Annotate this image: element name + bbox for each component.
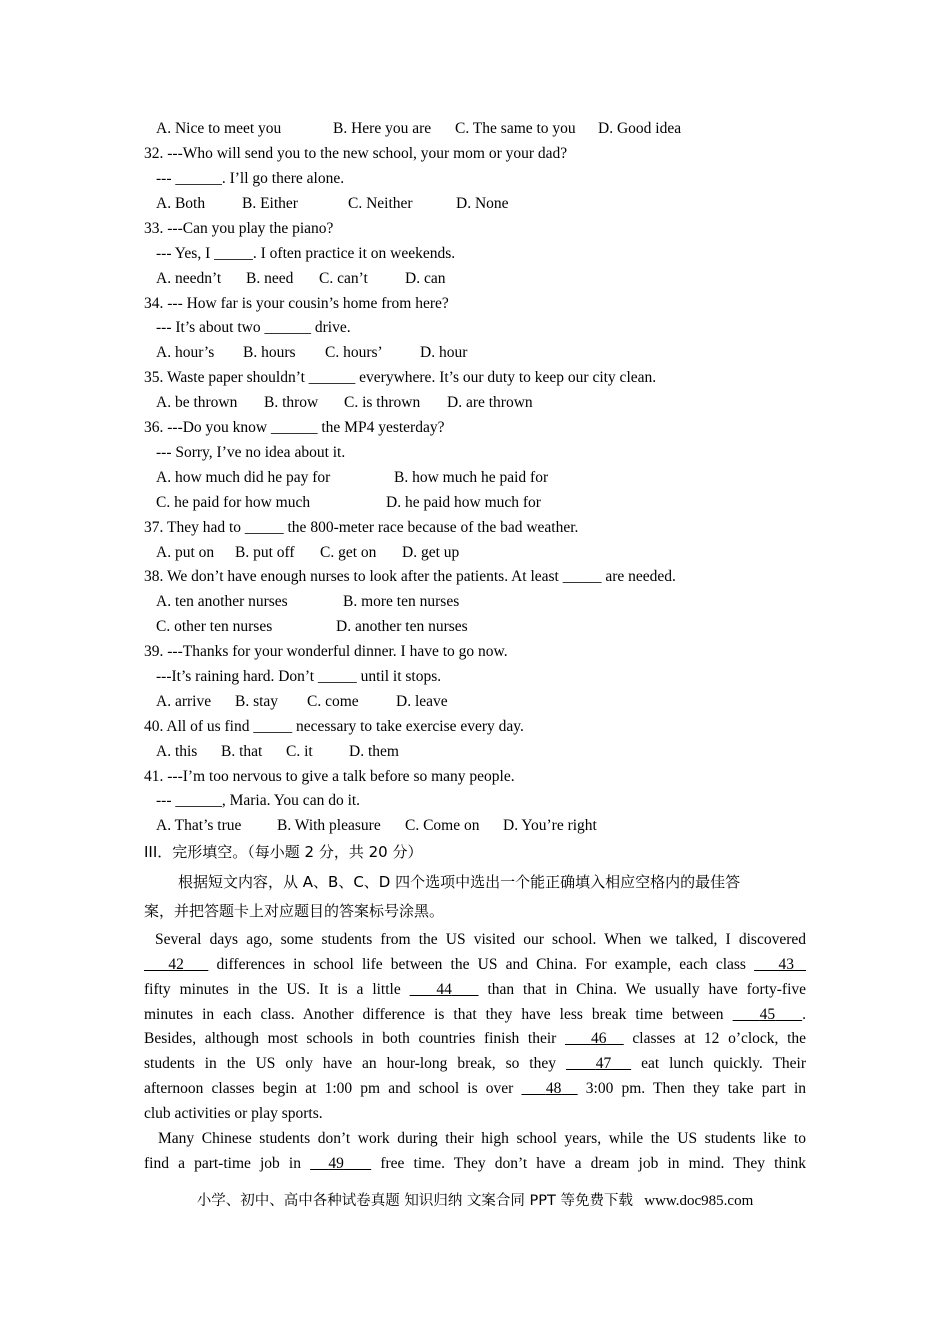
q36-stem: 36. ---Do you know ______ the MP4 yesterday?	[144, 419, 445, 436]
q33-option-a: A. needn’t	[156, 270, 222, 287]
q35-option-d: D. are thrown	[447, 394, 533, 411]
q35-option-c: C. is thrown	[344, 394, 421, 411]
q33-option-d: D. can	[405, 270, 446, 287]
q32-option-d: D. None	[456, 195, 509, 212]
q39-reply: ---It’s raining hard. Don’t _____ until it stops.	[156, 668, 442, 685]
q36-option-a: A. how much did he pay for	[156, 469, 331, 486]
q38-option-b: B. more ten nurses	[343, 593, 460, 610]
q34-stem: 34. --- How far is your cousin’s home from here?	[144, 295, 449, 312]
passage-line: afternoon classes begin at 1:00 pm and school is over 48 3:00 pm. Then they take part in	[144, 1080, 807, 1097]
q34-reply: --- It’s about two ______ drive.	[156, 319, 351, 336]
footer-url: www.doc985.com	[644, 1193, 754, 1209]
q31-option-d: D. Good idea	[598, 120, 682, 137]
q32-reply: --- ______. I’ll go there alone.	[156, 170, 345, 187]
q35-option-a: A. be thrown	[156, 394, 238, 411]
q40-option-a: A. this	[156, 743, 198, 760]
q33-option-b: B. need	[246, 270, 294, 287]
q37-option-a: A. put on	[156, 544, 215, 561]
q32-option-b: B. Either	[242, 195, 298, 212]
passage-line: minutes in each class. Another difference is that they have less break time between 45 .	[144, 1006, 807, 1023]
q33-reply: --- Yes, I _____. I often practice it on weekends.	[156, 245, 456, 262]
q39-option-d: D. leave	[396, 693, 448, 710]
q38-option-a: A. ten another nurses	[156, 593, 288, 610]
q41-option-c: C. Come on	[405, 817, 480, 834]
footer-text: 小学、初中、高中各种试卷真题 知识归纳 文案合同 PPT 等免费下载	[196, 1193, 633, 1209]
q33-stem: 33. ---Can you play the piano?	[144, 220, 334, 237]
q34-option-d: D. hour	[420, 344, 468, 361]
q36-reply: --- Sorry, I’ve no idea about it.	[156, 444, 346, 461]
blank-47: 47	[595, 1055, 612, 1072]
q39-option-b: B. stay	[235, 693, 279, 710]
blank-45: 45	[759, 1006, 776, 1023]
q32-stem: 32. ---Who will send you to the new school, your mom or your dad?	[144, 145, 568, 162]
q40-option-d: D. them	[349, 743, 399, 760]
q31-option-a: A. Nice to meet you	[156, 120, 282, 137]
q41-option-a: A. That’s true	[156, 817, 242, 834]
q37-option-d: D. get up	[402, 544, 460, 561]
q38-stem: 38. We don’t have enough nurses to look after the patients. At least _____ are needed.	[144, 568, 676, 585]
q40-option-b: B. that	[221, 743, 263, 760]
q35-option-b: B. throw	[264, 394, 319, 411]
passage-line: find a part-time job in 49 free time. They don’t have a dream job in mind. They think	[144, 1155, 807, 1172]
passage-line: Besides, although most schools in both countries finish their 46 classes at 12 o’clock, the	[144, 1030, 807, 1047]
q40-stem: 40. All of us find _____ necessary to take exercise every day.	[144, 718, 524, 735]
q34-option-b: B. hours	[243, 344, 296, 361]
blank-43: 43	[778, 956, 795, 973]
page-footer	[0, 1190, 950, 1212]
blank-42: 42	[168, 956, 184, 973]
q32-option-c: C. Neither	[348, 195, 413, 212]
q34-option-c: C. hours’	[325, 344, 383, 361]
section-heading: III．完形填空。（每小题 2 分，共 20 分）	[144, 843, 423, 861]
q40-option-c: C. it	[286, 743, 313, 760]
q31-option-b: B. Here you are	[333, 120, 432, 137]
q32-option-a: A. Both	[156, 195, 206, 212]
q36-option-b: B. how much he paid for	[394, 469, 549, 486]
q37-option-b: B. put off	[235, 544, 295, 561]
section-instruction-line2: 案，并把答题卡上对应题目的答案标号涂黑。	[144, 902, 445, 920]
passage-line: Several days ago, some students from the US visited our school. When we talked, I discovered	[155, 931, 806, 948]
passage-line: 42 differences in school life between the US and China. For example, each class 43	[144, 952, 806, 977]
q41-option-d: D. You’re right	[503, 817, 597, 834]
q39-stem: 39. ---Thanks for your wonderful dinner. I have to go now.	[144, 643, 508, 660]
passage-line: students in the US only have an hour-long break, so they 47 eat lunch quickly. Their	[144, 1055, 807, 1072]
blank-46: 46	[590, 1030, 607, 1047]
q39-option-a: A. arrive	[156, 693, 212, 710]
q41-reply: --- ______, Maria. You can do it.	[156, 792, 361, 809]
q36-option-d: D. he paid how much for	[386, 494, 541, 511]
blank-44: 44	[436, 981, 452, 998]
blank-49: 49	[328, 1155, 344, 1172]
section-instruction-line1: 根据短文内容，从 A、B、C、D 四个选项中选出一个能正确填入相应空格内的最佳答	[178, 873, 741, 891]
q34-option-a: A. hour’s	[156, 344, 215, 361]
q38-option-d: D. another ten nurses	[336, 618, 468, 635]
q36-option-c: C. he paid for how much	[156, 494, 311, 511]
q41-stem: 41. ---I’m too nervous to give a talk before so many people.	[144, 768, 515, 785]
q35-stem: 35. Waste paper shouldn’t ______ everywhere. It’s our duty to keep our city clean.	[144, 369, 657, 386]
q37-stem: 37. They had to _____ the 800-meter race because of the bad weather.	[144, 519, 579, 536]
q39-option-c: C. come	[307, 693, 359, 710]
q38-option-c: C. other ten nurses	[156, 618, 273, 635]
passage-line: club activities or play sports.	[144, 1105, 323, 1122]
q41-option-b: B. With pleasure	[277, 817, 381, 834]
passage-line: Many Chinese students don’t work during their high school years, while the US students like to	[158, 1130, 806, 1147]
passage-line: fifty minutes in the US. It is a little 44 than that in China. We usually have forty-five	[144, 981, 807, 998]
blank-48: 48	[545, 1080, 562, 1097]
q37-option-c: C. get on	[320, 544, 377, 561]
q33-option-c: C. can’t	[319, 270, 368, 287]
q31-option-c: C. The same to you	[455, 120, 576, 137]
